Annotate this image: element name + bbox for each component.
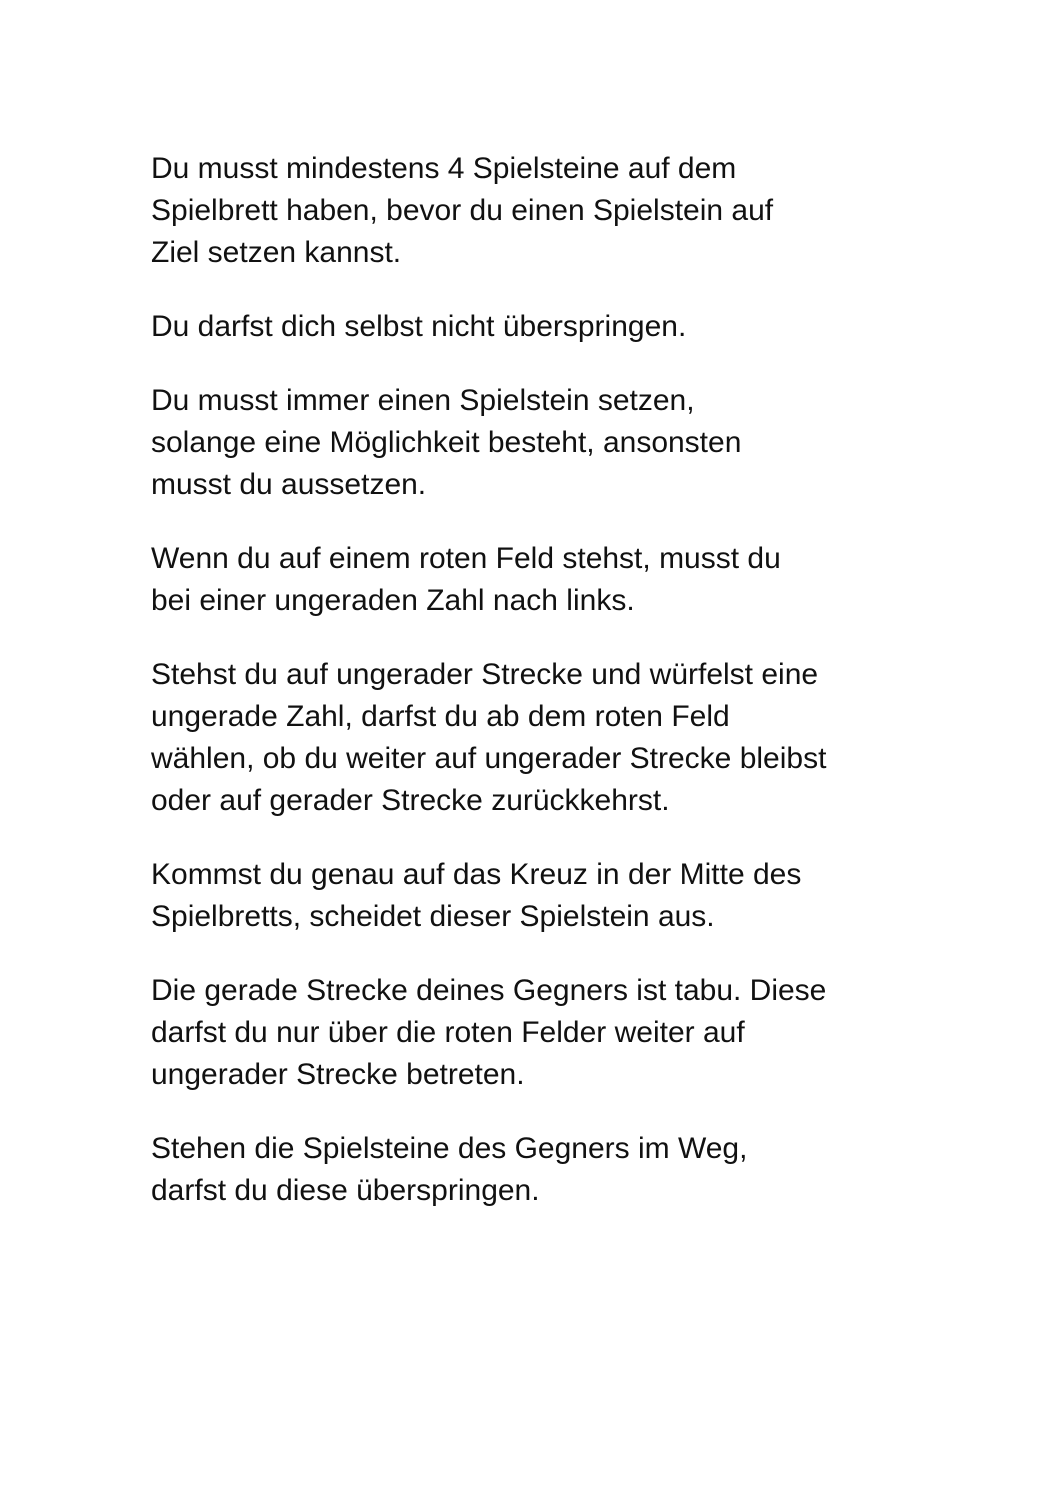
text-line: Du darfst dich selbst nicht überspringen.	[151, 310, 687, 343]
text-line: Kommst du genau auf das Kreuz in der Mitte des	[151, 858, 802, 891]
text-line: ungerader Strecke betreten.	[151, 1058, 525, 1091]
rule-paragraph-1	[151, 148, 971, 274]
text-line: Du musst immer einen Spielstein setzen,	[151, 384, 695, 417]
text-line: darfst du nur über die roten Felder weiter auf	[151, 1016, 745, 1049]
text-line: Du musst mindestens 4 Spielsteine auf dem	[151, 152, 737, 185]
rule-paragraph-3	[151, 380, 971, 506]
text-line: wählen, ob du weiter auf ungerader Strecke bleibst	[151, 742, 827, 775]
text-line: Stehen die Spielsteine des Gegners im Weg,	[151, 1132, 748, 1165]
text-line: oder auf gerader Strecke zurückkehrst.	[151, 784, 670, 817]
rule-paragraph-2	[151, 306, 971, 348]
rules-text	[151, 148, 971, 1244]
text-line: bei einer ungeraden Zahl nach links.	[151, 584, 635, 617]
text-line: darfst du diese überspringen.	[151, 1174, 540, 1207]
rule-paragraph-4	[151, 538, 971, 622]
text-line: Spielbretts, scheidet dieser Spielstein aus.	[151, 900, 715, 933]
rule-paragraph-8	[151, 1128, 971, 1212]
rule-paragraph-7	[151, 970, 971, 1096]
text-line: ungerade Zahl, darfst du ab dem roten Feld	[151, 700, 730, 733]
text-line: Spielbrett haben, bevor du einen Spielstein auf	[151, 194, 774, 227]
rule-paragraph-6	[151, 854, 971, 938]
text-line: musst du aussetzen.	[151, 468, 427, 501]
text-line: Die gerade Strecke deines Gegners ist tabu. Diese	[151, 974, 827, 1007]
rule-paragraph-5	[151, 654, 971, 822]
text-line: Stehst du auf ungerader Strecke und würfelst eine	[151, 658, 819, 691]
text-line: Wenn du auf einem roten Feld stehst, musst du	[151, 542, 781, 575]
text-line: Ziel setzen kannst.	[151, 236, 402, 269]
text-line: solange eine Möglichkeit besteht, ansonsten	[151, 426, 742, 459]
